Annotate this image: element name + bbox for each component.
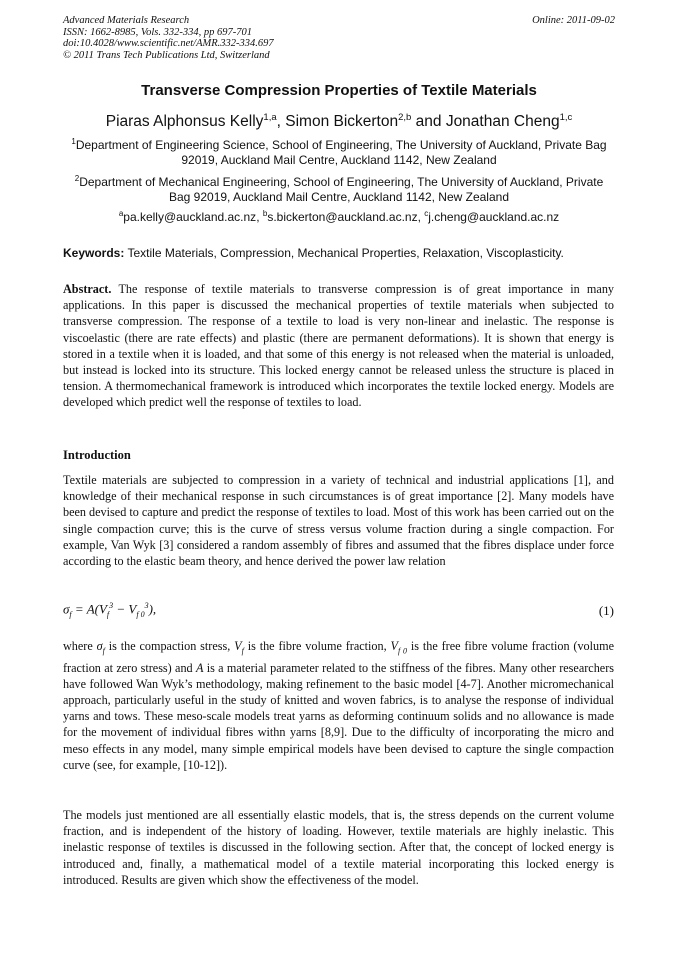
journal-issn: ISSN: 1662-8985, Vols. 332-334, pp 697-701 <box>63 26 252 38</box>
journal-name: Advanced Materials Research <box>63 15 190 26</box>
text-stress: is the compaction stress, <box>108 639 231 653</box>
author-sup: 1,a <box>263 112 277 123</box>
intro-paragraph-3: The models just mentioned are all essentially elastic models, that is, the stress depends on the current volume fraction, and is independent of the history of loading. However, textile materials are highly inelastic. This inelastic response of textiles is discussed in the following section. After that, the concept of locked energy is introduced and, finally, a mathematical model of a textile material incorporating this locked energy is introduced. Results are given which show the effectiveness of the model. <box>63 808 614 887</box>
affiliation-1 <box>63 138 615 168</box>
symbol-vf: $V_f$ <box>234 639 244 656</box>
symbol-vf0: $V_{f 0}$ <box>390 639 407 656</box>
email-sup: c <box>424 209 429 218</box>
affiliation-sup: 1 <box>71 137 76 146</box>
email-list <box>0 210 678 224</box>
journal-info <box>63 15 274 61</box>
email: s.bickerton@auckland.ac.nz <box>267 210 418 224</box>
abstract-label: Abstract. <box>63 282 112 296</box>
author-name: Jonathan Cheng <box>445 113 560 130</box>
affiliation-sup: 2 <box>74 174 80 183</box>
email-separator: , <box>417 210 425 224</box>
email-sup: a <box>118 209 124 218</box>
affiliation-text: Department of Mechanical Engineering, School of Engineering, The University of Auckland, Private Bag 92019, Auckland Mail Centre, Auckland 1142, New Zealand <box>79 175 604 204</box>
symbol-A: A <box>195 660 204 675</box>
author-separator: , <box>276 113 286 130</box>
text-material-parameter: is a material parameter related to the stiffness of the fibres. Many other researchers have followed Wan Wyk’s methodology, making refinement to the basic model [4-7]. Another micromechanical approach, particularly useful in the study of knitted and woven fabrics, is to analyse the response of individual yarns and tows. These meso-scale models treat yarns as deforming continuum solids and no allowance is made for the movement of individual fibres withn yarns [8,9]. Due to the difficulty of incorporating the micro and meso effects in any model, many simple empirical models have been devised to capture the single compaction curve (see, for example, [10-12]). <box>63 660 615 772</box>
email: j.cheng@auckland.ac.nz <box>428 210 560 224</box>
intro-paragraph-2 <box>63 638 614 773</box>
abstract <box>63 281 614 411</box>
author-list <box>0 113 678 131</box>
abstract-text: The response of textile materials to transverse compression is of great importance in many applications. In this paper is discussed the mechanical properties of textile materials when subjected to transverse compression. The response of a textile to load is very non-linear and inelastic. The response is viscoelastic (there are rate effects) and plastic (there are permanent deformations). It is shown that energy is stored in a textile when it is loaded, and that some of this energy is not released when the material is unloaded, but instead is locked into its structure. This locked energy cannot be released unless the structure is placed in tension. A thermomechanical framework is introduced which incorporates the textile locked energy. Models are developed which predict well the response of textiles to load. <box>63 282 615 410</box>
affiliation-text: Department of Engineering Science, School of Engineering, The University of Auckland, Private Bag 92019, Auckland Mail Centre, Auckland 1142, New Zealand <box>75 138 607 167</box>
email: pa.kelly@auckland.ac.nz <box>123 210 257 224</box>
equation-number: (1) <box>598 603 614 618</box>
text-where: where <box>63 639 93 653</box>
text-free-fraction: is the free fibre volume fraction (volume fraction at zero stress) and <box>63 639 615 675</box>
equation-formula: $\sigma_f = A(V_f^3 - V_{f 0}^3)$, <box>63 601 157 619</box>
author-name: Piaras Alphonsus Kelly <box>105 113 264 130</box>
keywords-label: Keywords: <box>63 246 125 260</box>
intro-paragraph-1: Textile materials are subjected to compression in a variety of technical and industrial applications [1], and knowledge of their mechanical response in such circumstances is of great importance [2]. Many models have been devised to capture and predict the response of textiles to load. Most of this work has been carried out on the single compaction curve; this is the curve of stress versus volume fraction during a single compaction. For example, Van Wyk [3] considered a random assembly of fibres and assumed that the fibres displace under force according to the elastic beam theory, and hence derived the power law relation <box>63 473 614 569</box>
keywords <box>63 246 623 260</box>
text-volume-fraction: is the fibre volume fraction, <box>247 639 387 653</box>
email-sup: b <box>262 209 268 218</box>
section-heading-introduction: Introduction <box>63 448 131 462</box>
online-date: Online: 2011-09-02 <box>532 15 615 26</box>
symbol-sigma-f: $\sigma_f$ <box>96 639 105 656</box>
journal-doi: doi:10.4028/www.scientific.net/AMR.332-334.697 <box>63 38 274 49</box>
author-sup: 1,c <box>559 112 573 123</box>
affiliation-2 <box>63 175 615 205</box>
equation-1 <box>63 601 614 625</box>
journal-copyright: © 2011 Trans Tech Publications Ltd, Switzerland <box>63 49 270 61</box>
author-separator: and <box>411 113 446 130</box>
author-sup: 2,b <box>398 112 412 123</box>
author-name: Simon Bickerton <box>285 113 399 130</box>
paper-title: Transverse Compression Properties of Textile Materials <box>141 82 537 99</box>
keywords-text: Textile Materials, Compression, Mechanical Properties, Relaxation, Viscoplasticity. <box>127 246 564 260</box>
email-separator: , <box>256 210 263 224</box>
